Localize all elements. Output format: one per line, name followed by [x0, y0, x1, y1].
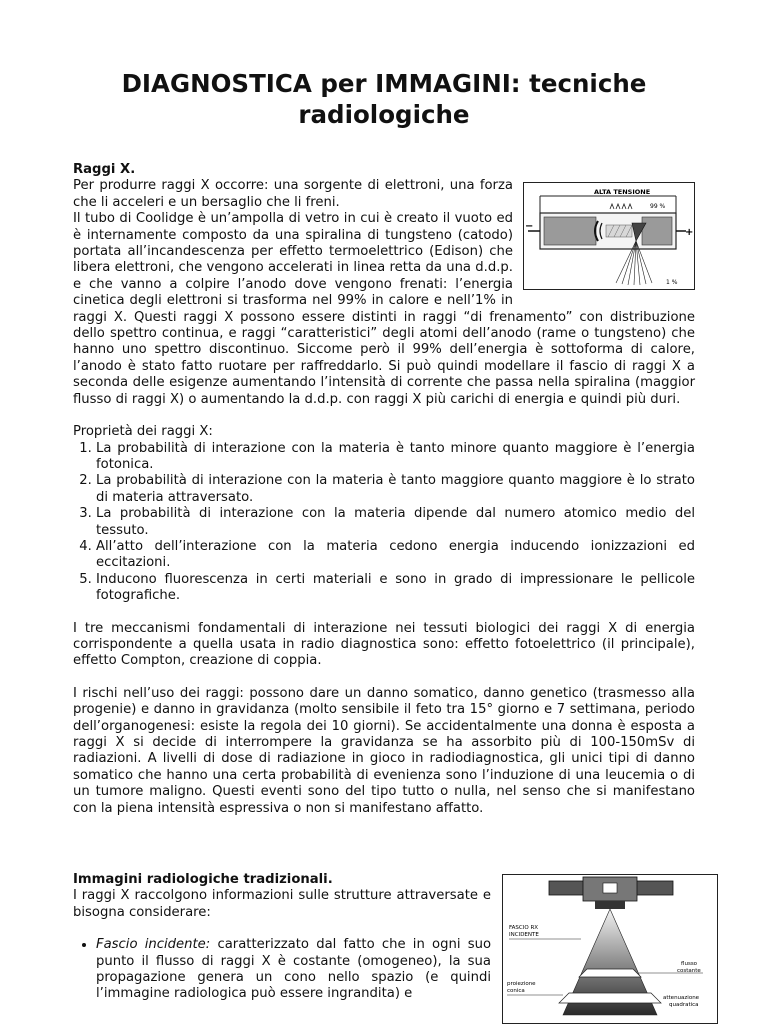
list-item — [96, 937, 491, 1003]
figure-label-minus: − — [525, 221, 534, 232]
figure-label-1-percent: 1 % — [666, 279, 678, 286]
list-item: 2. La probabilità di interazione con la materia è tanto maggiore quanto maggiore è lo strato di materia attraversato. — [96, 473, 695, 506]
figure-label-fascio: FASCIO RX — [509, 925, 539, 931]
properties-intro: Proprietà dei raggi X: — [73, 424, 213, 440]
paragraph-sources: Per produrre raggi X occorre: una sorgente di elettroni, una forza che li acceleri e un bersaglio che li freni. — [73, 178, 513, 210]
page-title: DIAGNOSTICA per IMMAGINI: tecniche radiologiche — [121, 69, 647, 129]
section-raggi-x — [73, 162, 695, 817]
section-heading-raggi-x: Raggi X. — [73, 162, 136, 177]
properties-list — [73, 441, 695, 605]
section-immagini-radiologiche — [73, 872, 491, 1003]
figure-label-flusso: flusso — [681, 961, 698, 967]
x-ray-beam-figure — [502, 874, 718, 1024]
paragraph-coolidge-tube: Il tubo di Coolidge è un’ampolla di vetro in cui è creato il vuoto ed è internamente composto da una spiralina di tungsteno (catodo) portata all’incandescenza per effetto termoelettrico (Edison) che libera elettroni, che vengono accelerati in linea retta da una d.d.p. e che vanno a colpire l’anodo dove vengono frenati: l’energia cinetica degli elettroni si trasforma nel 99% in calore e nell’1% in raggi X. Questi raggi X possono essere distinti in raggi “di frenamento” con distribuzione dello spettro continua, e raggi “caratteristici” degli atomi dell’anodo (rame o tungsteno) che hanno uno spettro discontinuo. Siccome però il 99% dell’energia è sottoforma di calore, l’anodo è stato fatto ruotare per raffreddarlo. Si può quindi modellare il fascio di raggi X a seconda delle esigenze aumentando l’intensità di corrente che passa nella spiralina (maggior flusso di raggi X) o aumentando la d.d.p. con raggi X più carichi di energia e quindi più duri. — [73, 211, 695, 407]
section-heading-immagini: Immagini radiologiche tradizionali. — [73, 872, 333, 887]
figure-label-plus: + — [685, 227, 694, 238]
bullet-text: caratterizzato dal fatto che in ogni suo punto il flusso di raggi X è costante (omogeneo), la sua propagazione genera un cono nello spazio (e quindi l’immagine radiologica può essere ingrandita) e — [96, 937, 492, 1002]
figure-label-proiezione: proiezione — [507, 981, 536, 987]
figure-label-alta-tensione: ALTA TENSIONE — [594, 188, 651, 196]
coolidge-tube-diagram — [524, 183, 694, 289]
list-item: 5. Inducono fluorescenza in certi materiali e sono in grado di impressionare le pellicole fotografiche. — [96, 572, 695, 605]
paragraph-risks: I rischi nell’uso dei raggi: possono dare un danno somatico, danno genetico (trasmesso alla progenie) e danno in gravidanza (molto sensibile il feto tra 15° giorno e 7 settimana, periodo dell’organogenesi: esiste la regola dei 10 giorni). Se accidentalmente una donna è esposta a raggi X si decide di interrompere la gravidanza se ha assorbito più di 100-150mSv di radiazioni. A livelli di dose di radiazione in gioco in radiodiagnostica, gli unici tipi di danno somatico che hanno una certa probabilità di evenienza sono l’induzione di una leucemia o di un tumore maligno. Questi eventi sono del tipo tutto o nulla, nel senso che si manifestano con la piena intensità espressiva o non si manifestano affatto. — [73, 685, 695, 816]
list-item: 1. La probabilità di interazione con la materia è tanto minore quanto maggiore è l’energia fotonica. — [96, 441, 695, 474]
figure-label-conica: conica — [507, 988, 525, 994]
list-item: 3. La probabilità di interazione con la materia dipende dal numero atomico medio del tessuto. — [96, 506, 695, 539]
paragraph-structures: I raggi X raccolgono informazioni sulle strutture attraversate e bisogna considerare: — [73, 888, 491, 920]
considerations-list — [73, 937, 491, 1003]
x-ray-beam-diagram — [503, 875, 717, 1023]
paragraph-interaction-mechanisms: I tre meccanismi fondamentali di interazione nei tessuti biologici dei raggi X di energia corrispondente a quella usata in radio diagnostica sono: effetto fotoelettrico (il principale), effetto Compton, creazione di coppia. — [73, 620, 695, 669]
figure-label-99-percent: 99 % — [650, 203, 666, 210]
figure-label-costante: costante — [677, 968, 701, 974]
list-item: 4. All’atto dell’interazione con la materia cedono energia inducendo ionizzazioni ed eccitazioni. — [96, 539, 695, 572]
figure-label-incidente: INCIDENTE — [509, 932, 539, 938]
figure-label-quadratica: quadratica — [669, 1002, 699, 1008]
coolidge-tube-figure — [523, 182, 695, 290]
figure-label-attenuazione: attenuazione — [663, 995, 700, 1001]
bullet-term: Fascio incidente: — [96, 937, 211, 953]
